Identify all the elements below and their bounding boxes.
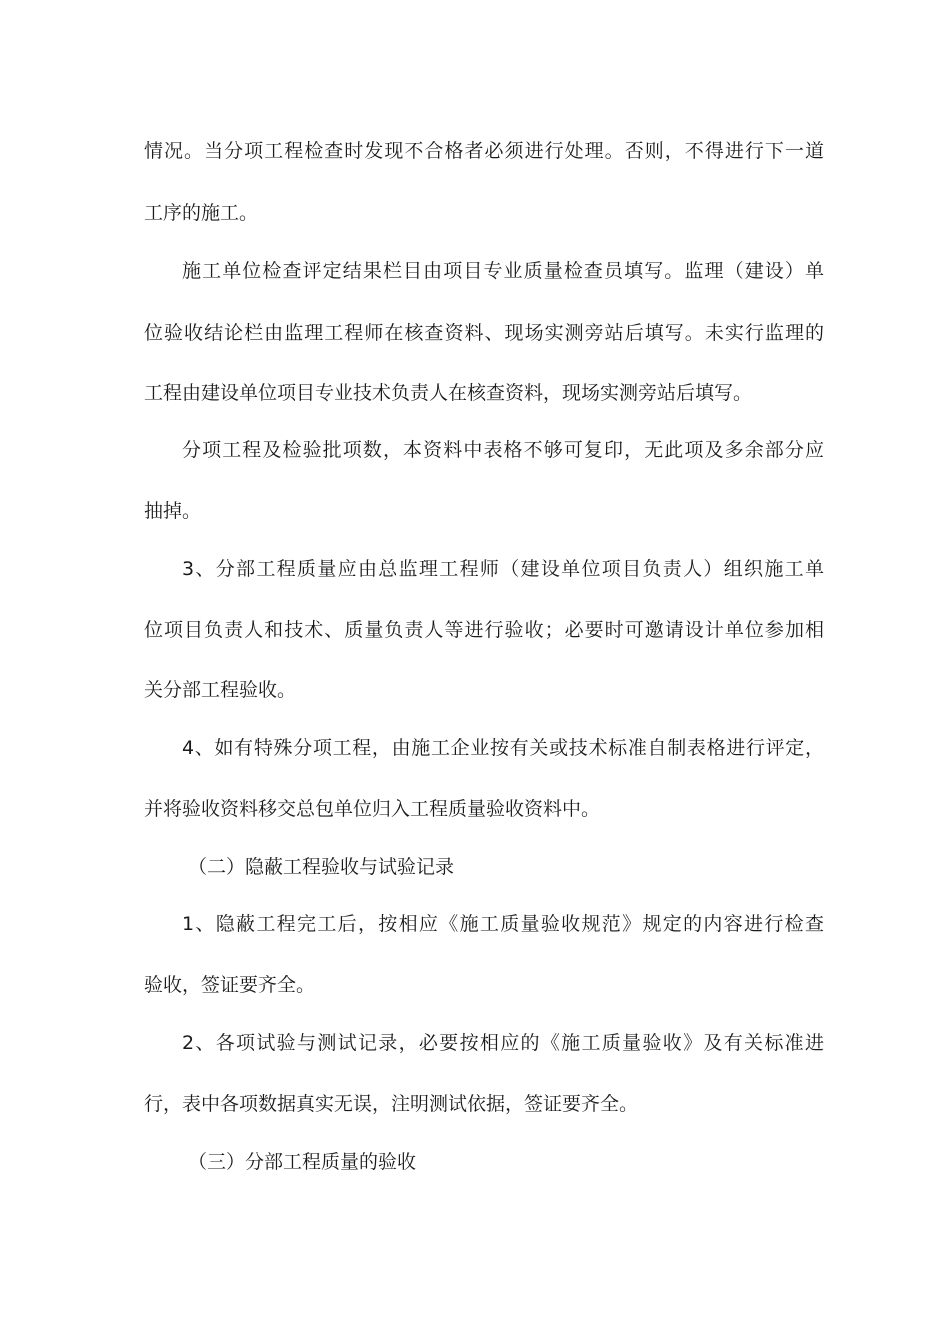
paragraph-line: 并将验收资料移交总包单位归入工程质量验收资料中。 [144, 798, 601, 820]
section-heading: （三）分部工程质量的验收 [188, 1151, 417, 1173]
paragraph-line: 分项工程及检验批项数，本资料中表格不够可复印，无此项及多余部分应 [182, 439, 824, 461]
paragraph-line: 验收，签证要齐全。 [144, 974, 316, 996]
paragraph-line: 1、隐蔽工程完工后，按相应《施工质量验收规范》规定的内容进行检查 [182, 913, 824, 935]
paragraph-line: 施工单位检查评定结果栏目由项目专业质量检查员填写。监理（建设）单 [182, 260, 824, 282]
paragraph-line: 工序的施工。 [144, 202, 259, 224]
paragraph-line: 位项目负责人和技术、质量负责人等进行验收；必要时可邀请设计单位参加相 [144, 619, 824, 641]
paragraph-line: 工程由建设单位项目专业技术负责人在核查资料，现场实测旁站后填写。 [144, 382, 753, 404]
paragraph-line: 关分部工程验收。 [144, 679, 297, 701]
paragraph-line: 情况。当分项工程检查时发现不合格者必须进行处理。否则，不得进行下一道 [144, 140, 824, 162]
paragraph-line: 2、各项试验与测试记录，必要按相应的《施工质量验收》及有关标准进 [182, 1032, 824, 1054]
paragraph-line: 行，表中各项数据真实无误，注明测试依据，签证要齐全。 [144, 1093, 639, 1115]
paragraph-line: 3、分部工程质量应由总监理工程师（建设单位项目负责人）组织施工单 [182, 558, 824, 580]
paragraph-line: 抽掉。 [144, 500, 202, 522]
section-heading: （二）隐蔽工程验收与试验记录 [188, 856, 455, 878]
paragraph-line: 位验收结论栏由监理工程师在核查资料、现场实测旁站后填写。未实行监理的 [144, 322, 824, 344]
paragraph-line: 4、如有特殊分项工程，由施工企业按有关或技术标准自制表格进行评定， [182, 737, 824, 759]
